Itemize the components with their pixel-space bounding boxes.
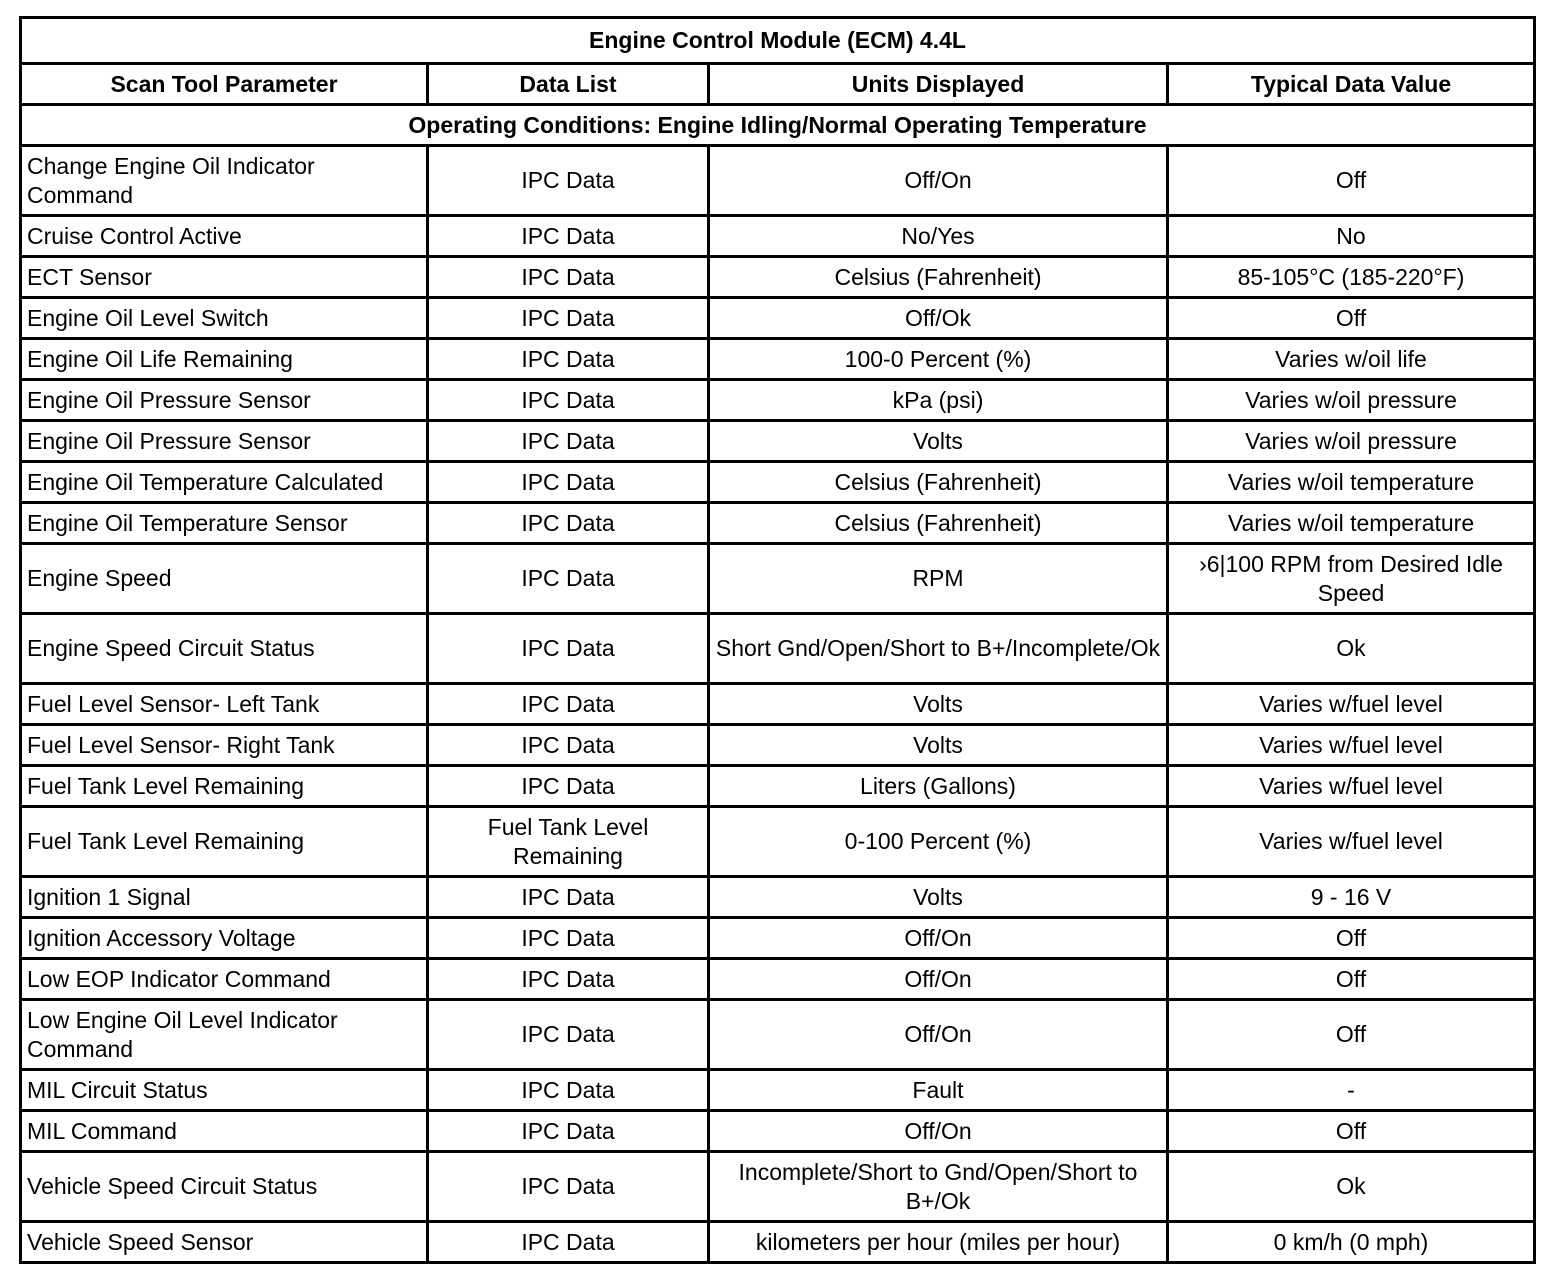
table-row: [21, 1111, 1535, 1152]
cell-typical-value: Off: [1168, 298, 1535, 339]
cell-data-list: IPC Data: [428, 1111, 709, 1152]
cell-units: Volts: [709, 684, 1168, 725]
cell-units: RPM: [709, 544, 1168, 614]
cell-data-list: IPC Data: [428, 216, 709, 257]
cell-data-list: IPC Data: [428, 1222, 709, 1263]
table-row: [21, 1000, 1535, 1070]
cell-units: Celsius (Fahrenheit): [709, 462, 1168, 503]
cell-units: Volts: [709, 725, 1168, 766]
cell-data-list: IPC Data: [428, 544, 709, 614]
cell-parameter: Engine Oil Temperature Sensor: [21, 503, 428, 544]
table-row: [21, 257, 1535, 298]
cell-typical-value: ›6|100 RPM from Desired Idle Speed: [1168, 544, 1535, 614]
cell-typical-value: Varies w/oil temperature: [1168, 503, 1535, 544]
cell-typical-value: Varies w/fuel level: [1168, 766, 1535, 807]
cell-typical-value: Varies w/fuel level: [1168, 684, 1535, 725]
cell-typical-value: Off: [1168, 1000, 1535, 1070]
cell-parameter: Ignition Accessory Voltage: [21, 918, 428, 959]
cell-units: kilometers per hour (miles per hour): [709, 1222, 1168, 1263]
cell-data-list: IPC Data: [428, 725, 709, 766]
column-header-units: Units Displayed: [709, 64, 1168, 105]
cell-units: Incomplete/Short to Gnd/Open/Short to B+/Ok: [709, 1152, 1168, 1222]
cell-data-list: IPC Data: [428, 503, 709, 544]
table-row: [21, 1070, 1535, 1111]
cell-parameter: MIL Command: [21, 1111, 428, 1152]
cell-parameter: Engine Oil Pressure Sensor: [21, 380, 428, 421]
cell-data-list: IPC Data: [428, 1000, 709, 1070]
cell-data-list: IPC Data: [428, 918, 709, 959]
table-row: [21, 684, 1535, 725]
cell-parameter: Change Engine Oil Indicator Command: [21, 146, 428, 216]
cell-parameter: Engine Oil Life Remaining: [21, 339, 428, 380]
cell-parameter: Low Engine Oil Level Indicator Command: [21, 1000, 428, 1070]
column-header-typical-value: Typical Data Value: [1168, 64, 1535, 105]
cell-parameter: Engine Oil Level Switch: [21, 298, 428, 339]
cell-parameter: Fuel Tank Level Remaining: [21, 807, 428, 877]
table-row: [21, 421, 1535, 462]
cell-parameter: Low EOP Indicator Command: [21, 959, 428, 1000]
cell-data-list: IPC Data: [428, 1152, 709, 1222]
cell-units: 0-100 Percent (%): [709, 807, 1168, 877]
cell-units: Fault: [709, 1070, 1168, 1111]
cell-units: Off/On: [709, 918, 1168, 959]
table-row: [21, 1222, 1535, 1263]
cell-data-list: IPC Data: [428, 462, 709, 503]
table-row: [21, 298, 1535, 339]
cell-units: Celsius (Fahrenheit): [709, 503, 1168, 544]
cell-parameter: Ignition 1 Signal: [21, 877, 428, 918]
cell-typical-value: Varies w/fuel level: [1168, 725, 1535, 766]
cell-data-list: IPC Data: [428, 959, 709, 1000]
table-row: [21, 503, 1535, 544]
cell-units: Short Gnd/Open/Short to B+/Incomplete/Ok: [709, 614, 1168, 684]
cell-parameter: Engine Oil Temperature Calculated: [21, 462, 428, 503]
cell-typical-value: Off: [1168, 146, 1535, 216]
cell-data-list: IPC Data: [428, 614, 709, 684]
cell-typical-value: Varies w/oil pressure: [1168, 421, 1535, 462]
table-title: Engine Control Module (ECM) 4.4L: [21, 18, 1535, 64]
cell-parameter: Fuel Level Sensor- Right Tank: [21, 725, 428, 766]
cell-typical-value: Varies w/oil pressure: [1168, 380, 1535, 421]
table-row: [21, 807, 1535, 877]
cell-data-list: IPC Data: [428, 684, 709, 725]
cell-parameter: Vehicle Speed Circuit Status: [21, 1152, 428, 1222]
cell-parameter: Engine Oil Pressure Sensor: [21, 421, 428, 462]
cell-typical-value: 85-105°C (185-220°F): [1168, 257, 1535, 298]
table-row: [21, 614, 1535, 684]
table-row: [21, 1152, 1535, 1222]
cell-data-list: IPC Data: [428, 339, 709, 380]
cell-typical-value: Off: [1168, 959, 1535, 1000]
table-row: [21, 146, 1535, 216]
cell-data-list: IPC Data: [428, 380, 709, 421]
column-header-data-list: Data List: [428, 64, 709, 105]
table-row: [21, 339, 1535, 380]
cell-units: Volts: [709, 421, 1168, 462]
cell-typical-value: Ok: [1168, 1152, 1535, 1222]
cell-units: Off/On: [709, 146, 1168, 216]
cell-units: 100-0 Percent (%): [709, 339, 1168, 380]
section-heading: Operating Conditions: Engine Idling/Normal Operating Temperature: [21, 105, 1535, 146]
section-row: [21, 105, 1535, 146]
cell-parameter: Vehicle Speed Sensor: [21, 1222, 428, 1263]
cell-typical-value: Off: [1168, 918, 1535, 959]
cell-parameter: Fuel Tank Level Remaining: [21, 766, 428, 807]
cell-data-list: IPC Data: [428, 421, 709, 462]
cell-data-list: IPC Data: [428, 877, 709, 918]
cell-units: Off/Ok: [709, 298, 1168, 339]
table-row: [21, 959, 1535, 1000]
cell-data-list: IPC Data: [428, 1070, 709, 1111]
cell-typical-value: Varies w/oil life: [1168, 339, 1535, 380]
cell-typical-value: Varies w/fuel level: [1168, 807, 1535, 877]
column-header-parameter: Scan Tool Parameter: [21, 64, 428, 105]
cell-parameter: Engine Speed: [21, 544, 428, 614]
table-row: [21, 918, 1535, 959]
cell-units: Liters (Gallons): [709, 766, 1168, 807]
cell-typical-value: Off: [1168, 1111, 1535, 1152]
cell-parameter: ECT Sensor: [21, 257, 428, 298]
cell-units: Off/On: [709, 1000, 1168, 1070]
cell-parameter: MIL Circuit Status: [21, 1070, 428, 1111]
cell-typical-value: 9 - 16 V: [1168, 877, 1535, 918]
table-body: [21, 146, 1535, 1263]
cell-typical-value: 0 km/h (0 mph): [1168, 1222, 1535, 1263]
cell-data-list: IPC Data: [428, 766, 709, 807]
cell-units: No/Yes: [709, 216, 1168, 257]
table-row: [21, 877, 1535, 918]
cell-units: Off/On: [709, 1111, 1168, 1152]
cell-data-list: IPC Data: [428, 257, 709, 298]
cell-parameter: Cruise Control Active: [21, 216, 428, 257]
table-row: [21, 462, 1535, 503]
cell-units: Off/On: [709, 959, 1168, 1000]
table-row: [21, 544, 1535, 614]
cell-data-list: IPC Data: [428, 298, 709, 339]
table-row: [21, 380, 1535, 421]
cell-units: Volts: [709, 877, 1168, 918]
cell-units: Celsius (Fahrenheit): [709, 257, 1168, 298]
cell-data-list: Fuel Tank Level Remaining: [428, 807, 709, 877]
cell-typical-value: No: [1168, 216, 1535, 257]
cell-typical-value: Ok: [1168, 614, 1535, 684]
column-header-row: [21, 64, 1535, 105]
ecm-data-table: [19, 16, 1536, 1264]
cell-typical-value: -: [1168, 1070, 1535, 1111]
table-row: [21, 216, 1535, 257]
cell-units: kPa (psi): [709, 380, 1168, 421]
cell-parameter: Engine Speed Circuit Status: [21, 614, 428, 684]
table-row: [21, 725, 1535, 766]
table-title-row: [21, 18, 1535, 64]
cell-data-list: IPC Data: [428, 146, 709, 216]
table-row: [21, 766, 1535, 807]
cell-typical-value: Varies w/oil temperature: [1168, 462, 1535, 503]
cell-parameter: Fuel Level Sensor- Left Tank: [21, 684, 428, 725]
